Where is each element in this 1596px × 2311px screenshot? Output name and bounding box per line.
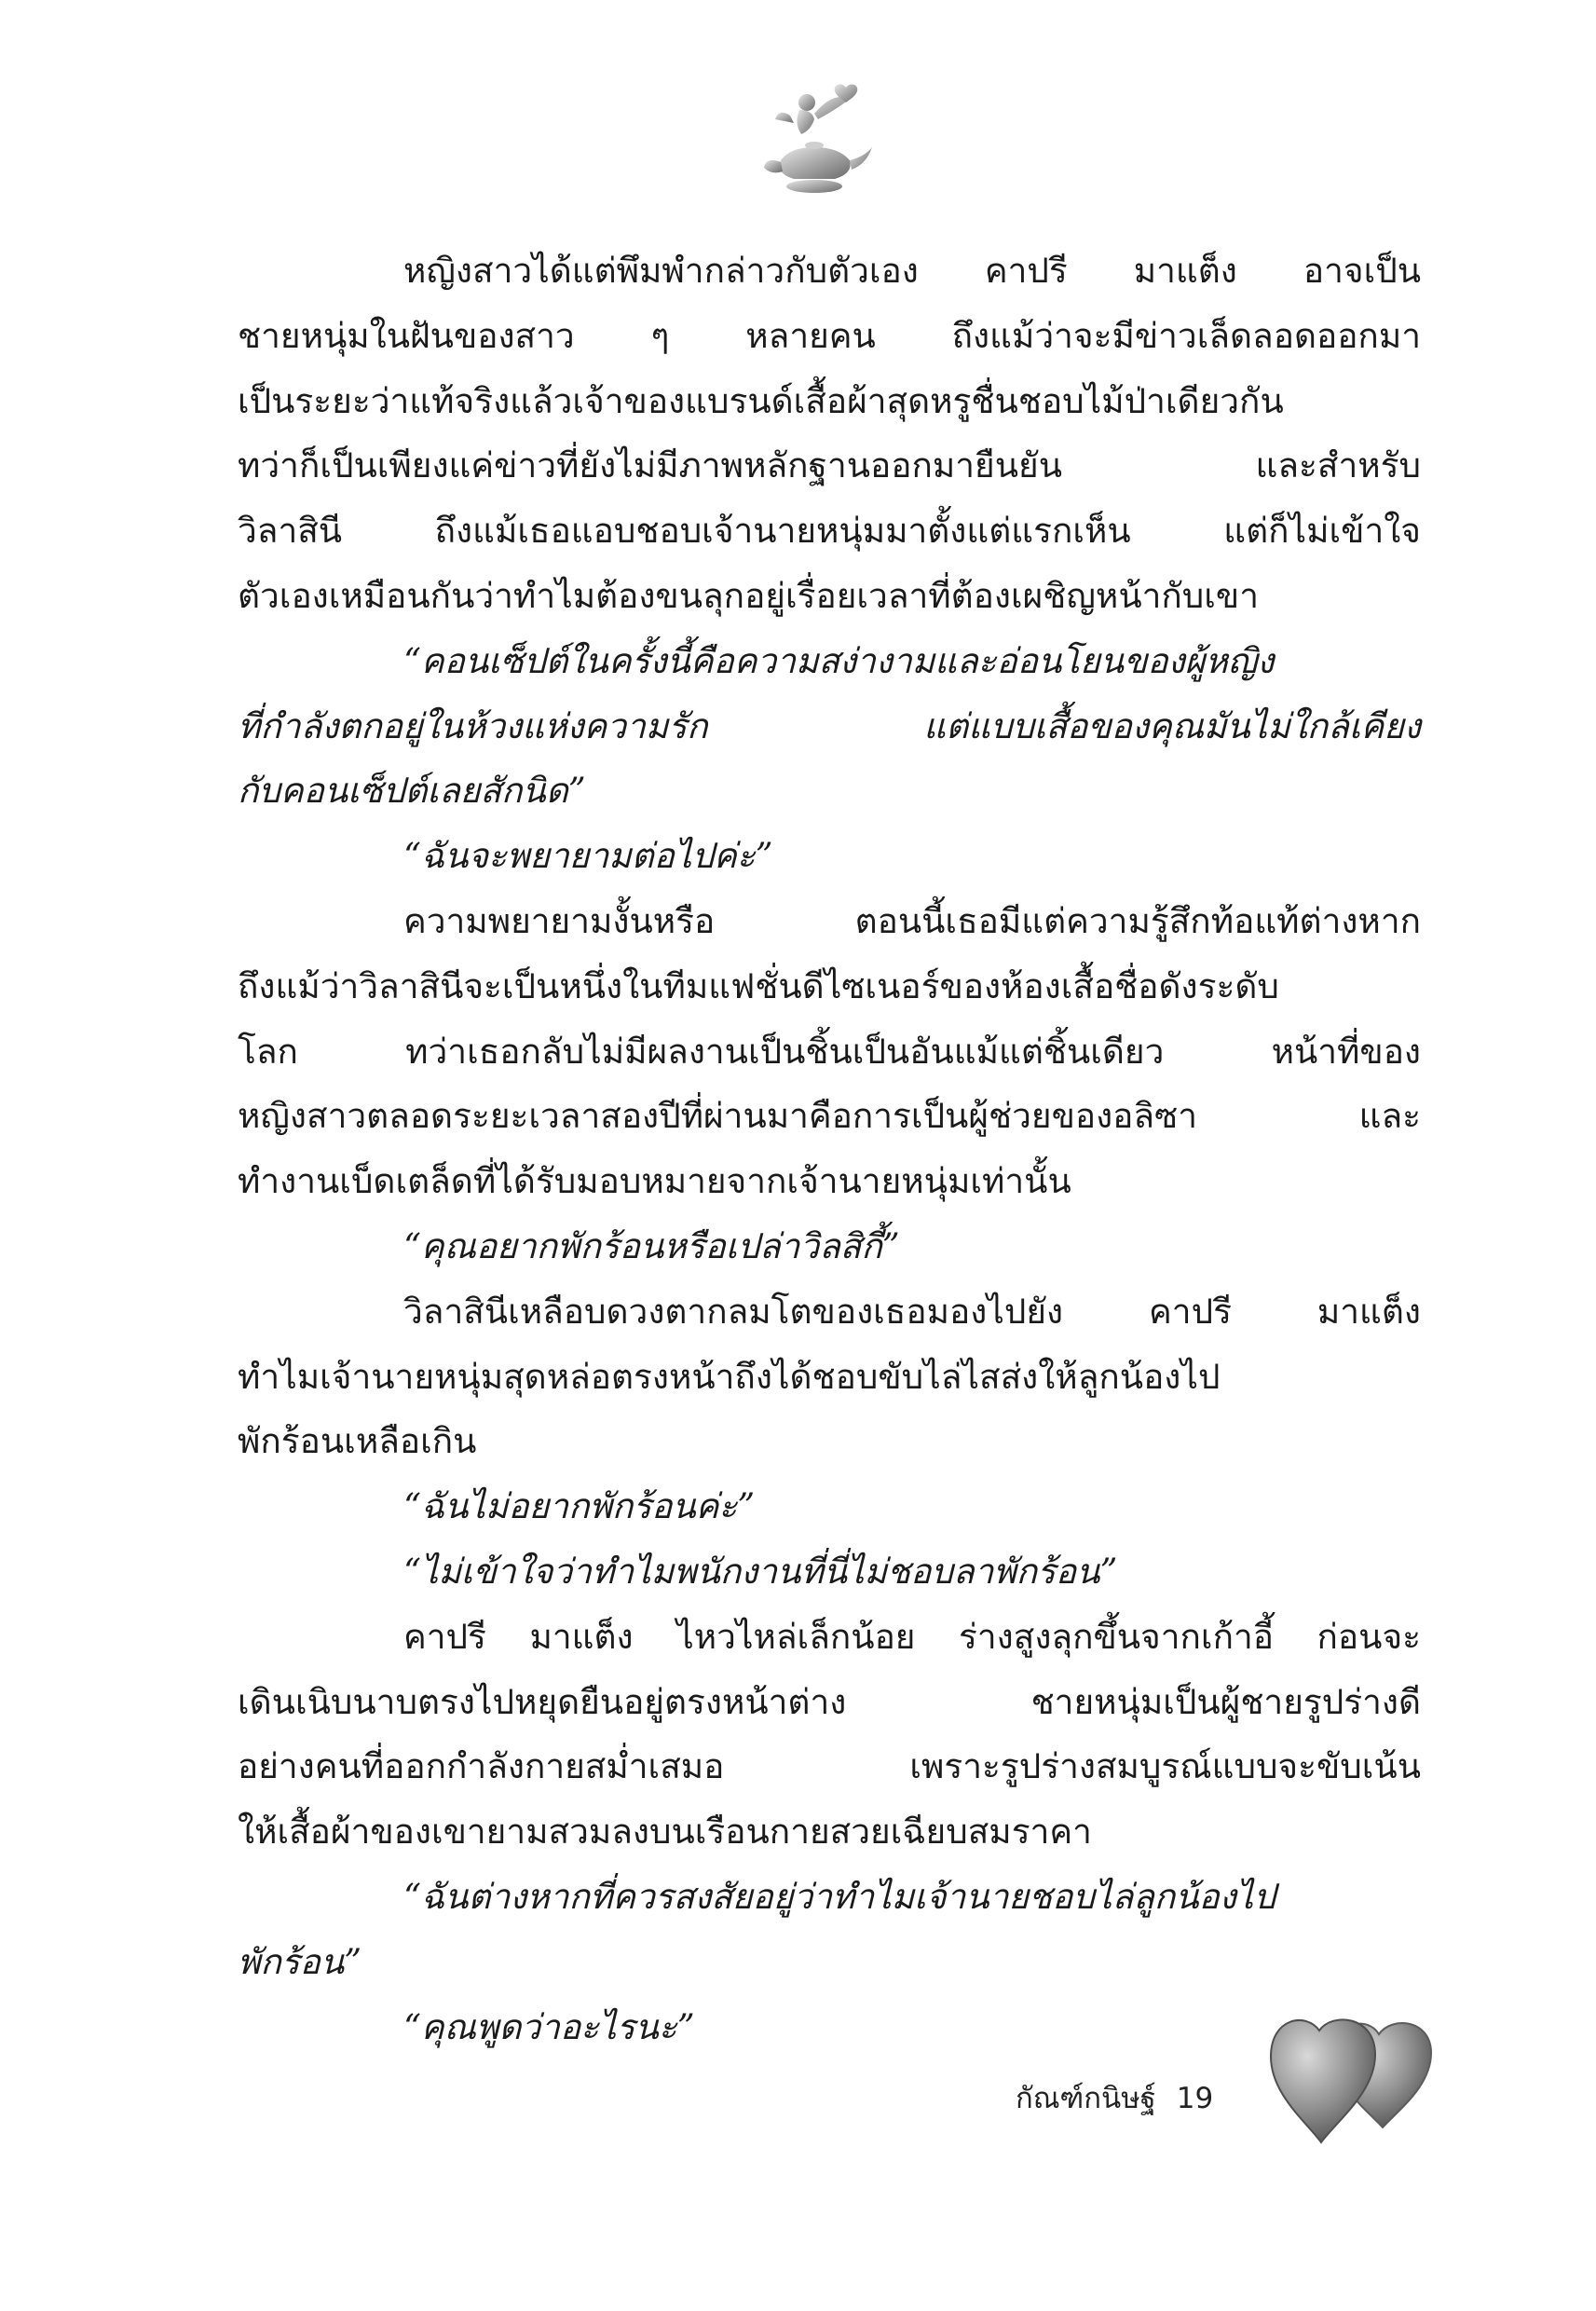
dialog-line: กับคอนเซ็ปต์เลยสักนิด” — [238, 771, 586, 812]
dialog-line: “คุณพูดว่าอะไรนะ” — [403, 2006, 695, 2047]
page-number: 19 — [1176, 2082, 1214, 2115]
body-text — [238, 239, 1421, 2059]
hearts-icon — [1267, 2008, 1444, 2157]
text-line: พักร้อนเหลือเกิน — [238, 1421, 477, 1462]
text-line: โลก ทว่าเธอกลับไม่มีผลงานเป็นชิ้นเป็นอันแม้แต่ชิ้นเดียว หน้าที่ของ — [238, 1031, 1421, 1072]
text-line: เป็นระยะว่าแท้จริงแล้วเจ้าของแบรนด์เสื้อผ้าสุดหรูชื่นชอบไม้ป่าเดียวกัน — [238, 380, 1284, 421]
dialog-line: พักร้อน” — [238, 1941, 362, 1982]
dialog-line: “ฉันต่างหากที่ควรสงสัยอยู่ว่าทำไมเจ้านายชอบไล่ลูกน้องไป — [403, 1876, 1275, 1917]
text-line: ให้เสื้อผ้าของเขายามสวมลงบนเรือนกายสวยเฉียบสมราคา — [238, 1812, 1092, 1853]
text-line: หญิงสาวได้แต่พึมพำกล่าวกับตัวเอง คาปรี มาแต็ง อาจเป็น — [403, 251, 1421, 291]
text-line: คาปรี มาแต็ง ไหวไหล่เล็กน้อย ร่างสูงลุกขึ้นจากเก้าอี้ ก่อนจะ — [403, 1616, 1421, 1657]
text-line: วิลาสินี ถึงแม้เธอแอบชอบเจ้านายหนุ่มมาตั้งแต่แรกเห็น แต่ก็ไม่เข้าใจ — [238, 511, 1421, 552]
dialog-line: ที่กำลังตกอยู่ในห้วงแห่งความรัก แต่แบบเสื้อของคุณมันไม่ใกล้เคียง — [238, 705, 1421, 746]
text-line: ตัวเองเหมือนกันว่าทำไมต้องขนลุกอยู่เรื่อยเวลาที่ต้องเผชิญหน้ากับเขา — [238, 575, 1259, 616]
dialog-line: “คุณอยากพักร้อนหรือเปล่าวิลสิกี้” — [403, 1225, 900, 1266]
text-line: หญิงสาวตลอดระยะเวลาสองปีที่ผ่านมาคือการเป็นผู้ช่วยของอลิซา และ — [238, 1096, 1421, 1137]
dialog-line: “ฉันจะพยายามต่อไปค่ะ” — [403, 836, 773, 877]
text-line: อย่างคนที่ออกกำลังกายสม่ำเสมอ เพราะรูปร่างสมบูรณ์แบบจะขับเน้น — [238, 1746, 1421, 1787]
text-line: ความพยายามงั้นหรือ ตอนนี้เธอมีแต่ความรู้สึกท้อแท้ต่างหาก — [403, 900, 1421, 941]
text-line: ทว่าก็เป็นเพียงแค่ข่าวที่ยังไม่มีภาพหลักฐานออกมายืนยัน และสำหรับ — [238, 445, 1421, 486]
dialog-line: “ฉันไม่อยากพักร้อนค่ะ” — [403, 1486, 756, 1527]
text-line: เดินเนิบนาบตรงไปหยุดยืนอยู่ตรงหน้าต่าง ชายหนุ่มเป็นผู้ชายรูปร่างดี — [238, 1681, 1421, 1722]
text-line: ทำไมเจ้านายหนุ่มสุดหล่อตรงหน้าถึงได้ชอบขับไล่ไสส่งให้ลูกน้องไป — [238, 1356, 1221, 1397]
page-footer — [1016, 2071, 1213, 2126]
text-line: ทำงานเบ็ดเตล็ดที่ได้รับมอบหมายจากเจ้านายหนุ่มเท่านั้น — [238, 1161, 1071, 1202]
teapot-cupid-icon — [753, 82, 876, 203]
author-name: กัณฑ์กนิษฐ์ — [1016, 2082, 1156, 2115]
text-line: ถึงแม้ว่าวิลาสินีจะเป็นหนึ่งในทีมแฟชั่นดีไซเนอร์ของห้องเสื้อชื่อดังระดับ — [238, 965, 1279, 1006]
text-line: ชายหนุ่มในฝันของสาว ๆ หลายคน ถึงแม้ว่าจะมีข่าวเล็ดลอดออกมา — [238, 315, 1421, 356]
dialog-line: “คอนเซ็ปต์ในครั้งนี้คือความสง่างามและอ่อนโยนของผู้หญิง — [403, 640, 1275, 681]
text-line: วิลาสินีเหลือบดวงตากลมโตของเธอมองไปยัง คาปรี มาแต็ง — [403, 1291, 1421, 1332]
dialog-line: “ไม่เข้าใจว่าทำไมพนักงานที่นี่ไม่ชอบลาพักร้อน” — [403, 1551, 1118, 1592]
